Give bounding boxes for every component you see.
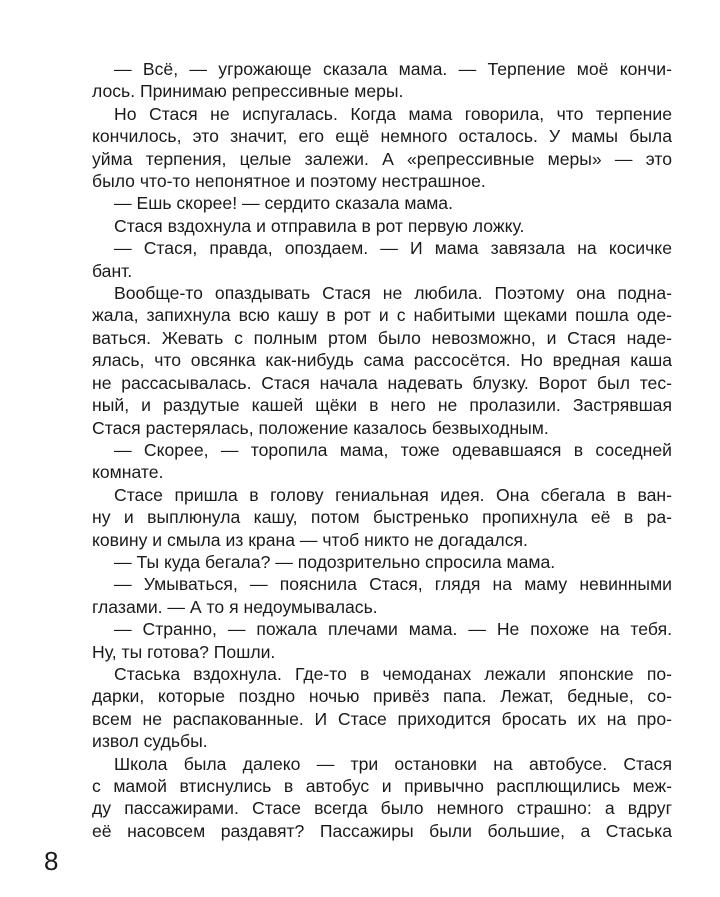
text-line: Но Стася не испугалась. Когда мама говорила, что терпение — [114, 103, 672, 124]
text-line: глазами. — А то я недоумывалась. — [92, 596, 378, 617]
text-line: уйма терпения, целые залежи. А «репрессивные меры» — это — [92, 148, 672, 169]
text-line: лось. Принимаю репрессивные меры. — [92, 81, 404, 102]
text-line: ялась, что овсянка как-нибудь сама рассосётся. Но вредная каша — [92, 350, 672, 371]
text-line: извол судьбы. — [92, 731, 208, 752]
text-line: дарки, которые поздно ночью привёз папа. Лежат, бедные, со- — [92, 686, 672, 707]
text-line: ковину и смыла из крана — чтоб никто не догадался. — [92, 529, 528, 550]
text-line: Стася вздохнула и отправила в рот первую ложку. — [114, 215, 525, 236]
page-number: 8 — [44, 846, 59, 876]
text-line: всем не распакованные. И Стасе приходится бросать их на про- — [92, 708, 672, 729]
text-line: ный, и раздутые кашей щёки в него не пролазили. Застрявшая — [92, 395, 672, 416]
text-line: — Умываться, — пояснила Стася, глядя на маму невинными — [114, 574, 672, 595]
text-line: Школа была далеко — три остановки на автобусе. Стася — [114, 753, 672, 774]
text-line: ду пассажирами. Стасе всегда было немного страшно: а вдруг — [92, 798, 672, 819]
text-line: её насовсем раздавят? Пассажиры были большие, а Стаська — [92, 820, 672, 841]
text-line: Стася растерялась, положение казалось безвыходным. — [92, 417, 549, 438]
text-line: было что-то непонятное и поэтому нестрашное. — [92, 171, 486, 192]
text-line: кончилось, это значит, его ещё немного осталось. У мамы была — [92, 126, 672, 147]
text-line: не рассасывалась. Стася начала надевать блузку. Ворот был тес- — [92, 372, 672, 393]
text-line: бант. — [92, 260, 133, 281]
book-page-text — [92, 58, 672, 842]
text-line: — Всё, — угрожающе сказала мама. — Терпение моё кончи- — [114, 59, 672, 79]
text-line: Стаська вздохнула. Где-то в чемоданах лежали японские по- — [114, 663, 672, 684]
text-line: ну и выплюнула кашу, потом быстренько пропихнула её в ра- — [92, 507, 672, 528]
text-line: комнате. — [92, 462, 164, 483]
text-line: с мамой втиснулись в автобус и привычно расплющились меж- — [92, 776, 672, 796]
text-line: — Ты куда бегала? — подозрительно спросила мама. — [114, 551, 556, 572]
text-line: Стасе пришла в голову гениальная идея. Она сбегала в ван- — [114, 484, 672, 505]
text-line: ваться. Жевать с полным ртом было невозможно, и Стася наде- — [92, 327, 672, 348]
text-line: Вообще-то опаздывать Стася не любила. Поэтому она подна- — [114, 283, 672, 304]
text-line: — Ешь скорее! — сердито сказала мама. — [114, 193, 453, 214]
text-line: Ну, ты готова? Пошли. — [92, 641, 276, 662]
text-line: жала, запихнула всю кашу в рот и с набитыми щеками пошла оде- — [92, 305, 672, 326]
text-line: — Стася, правда, опоздаем. — И мама завязала на косичке — [114, 238, 672, 259]
text-line: — Странно, — пожала плечами мама. — Не похоже на тебя. — [114, 619, 672, 640]
text-line: — Скорее, — торопила мама, тоже одевавшаяся в соседней — [114, 439, 672, 460]
